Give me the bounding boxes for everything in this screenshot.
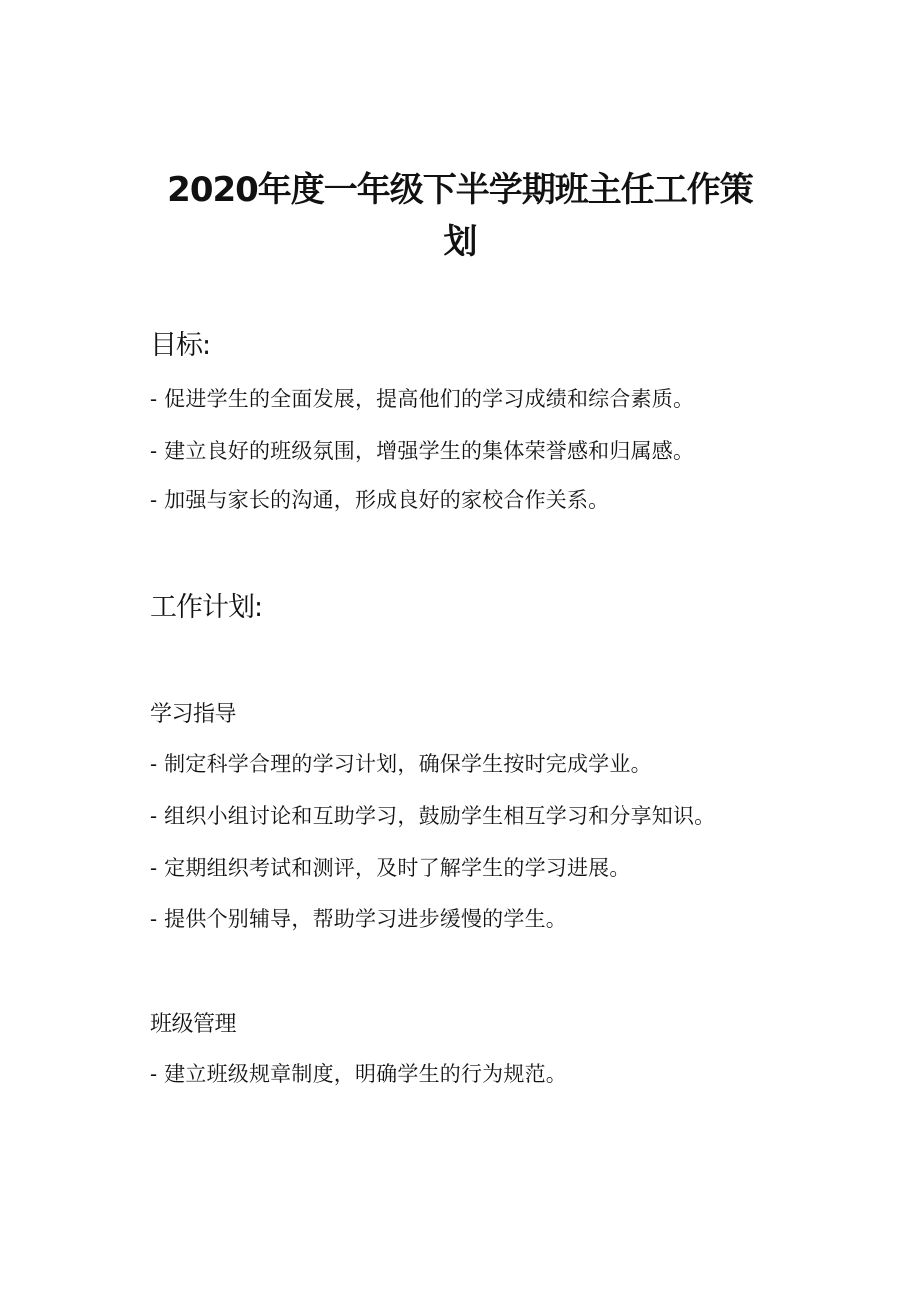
document-title-line-1: 2020年度一年级下半学期班主任工作策 xyxy=(167,170,753,210)
goals-heading: 目标: xyxy=(150,330,211,361)
class-management-item: - 建立班级规章制度，明确学生的行为规范。 xyxy=(150,1062,567,1086)
study-guidance-heading: 学习指导 xyxy=(150,702,237,727)
study-guidance-item: - 组织小组讨论和互助学习，鼓励学生相互学习和分享知识。 xyxy=(150,804,716,828)
goal-item: - 加强与家长的沟通，形成良好的家校合作关系。 xyxy=(150,488,610,512)
goal-item: - 建立良好的班级氛围，增强学生的集体荣誉感和归属感。 xyxy=(150,439,695,463)
document-title xyxy=(150,164,770,268)
class-management-heading: 班级管理 xyxy=(150,1012,237,1037)
study-guidance-item: - 制定科学合理的学习计划，确保学生按时完成学业。 xyxy=(150,752,652,776)
study-guidance-item: - 定期组织考试和测评，及时了解学生的学习进展。 xyxy=(150,856,631,880)
study-guidance-item: - 提供个别辅导，帮助学习进步缓慢的学生。 xyxy=(150,907,567,931)
work-plan-heading: 工作计划: xyxy=(150,592,263,623)
document-title-line-2: 划 xyxy=(443,222,477,262)
goal-item: - 促进学生的全面发展，提高他们的学习成绩和综合素质。 xyxy=(150,387,695,411)
